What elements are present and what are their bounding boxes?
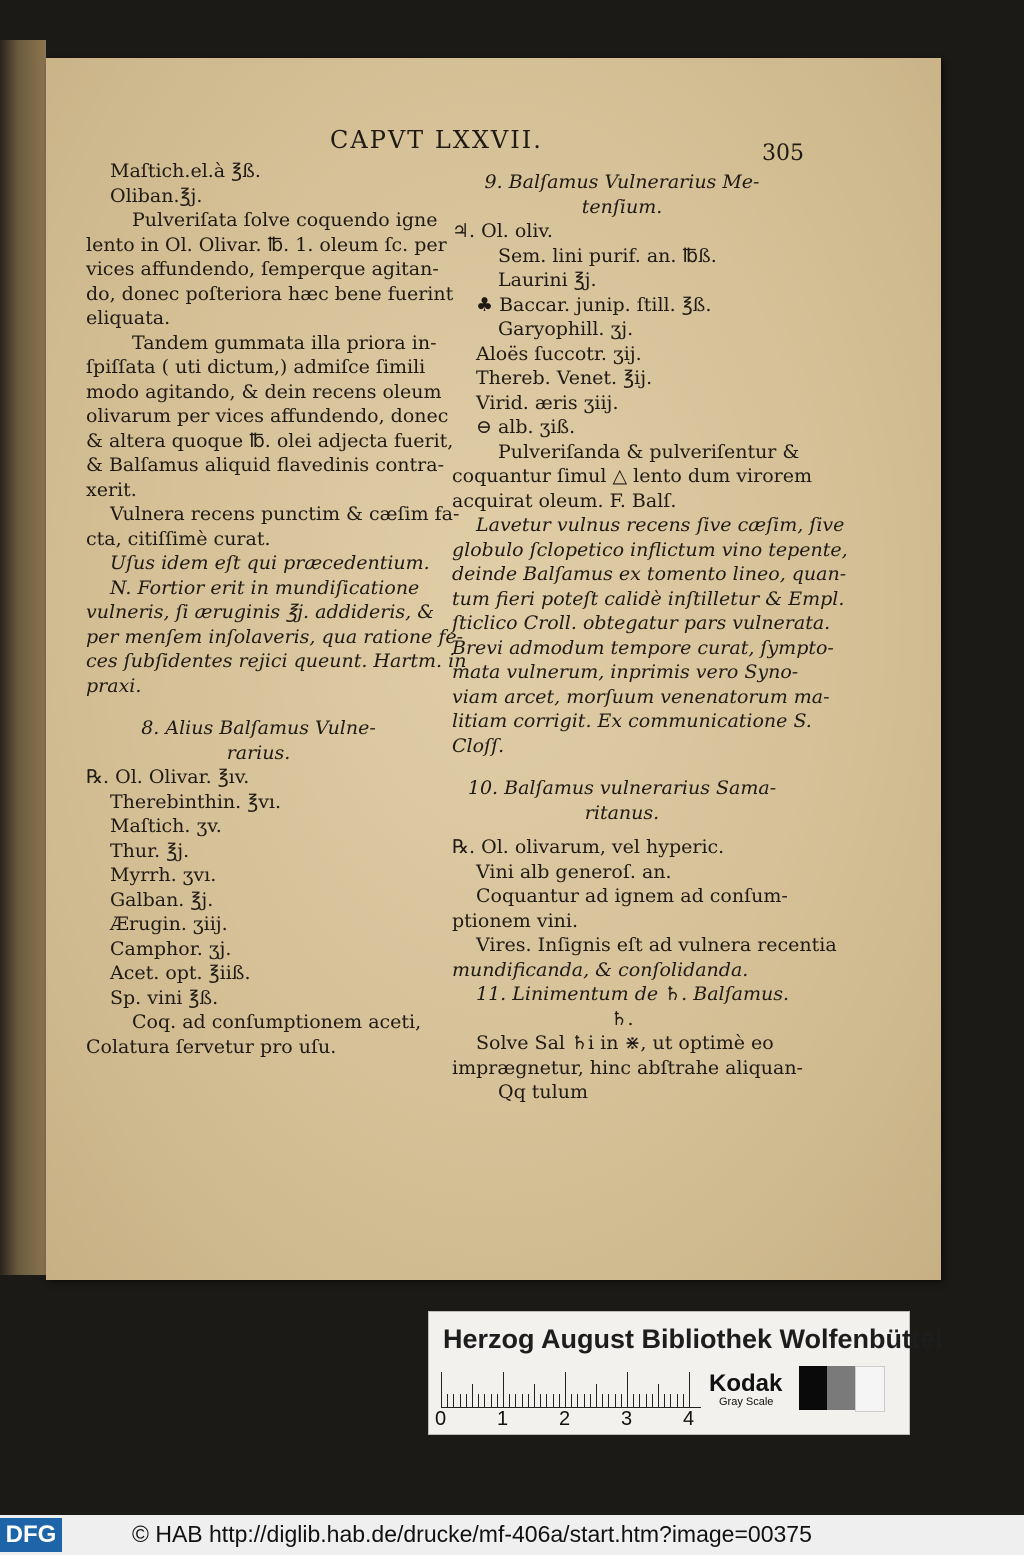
text-line: Cloſſ. [452, 734, 505, 757]
text-line: Therebinthin. ℥vı. [110, 790, 282, 813]
text-line: lento in Ol. Olivar. ℔. 1. oleum ſc. per [86, 233, 447, 256]
ruler-tick [602, 1394, 603, 1408]
ruler-number: 0 [435, 1408, 447, 1430]
ruler-number: 3 [621, 1408, 633, 1430]
ruler-tick [689, 1372, 690, 1408]
text-line: modo agitando, & dein recens oleum [86, 380, 442, 403]
gray-swatch-mid [827, 1366, 855, 1410]
text-line: Qq tulum [498, 1081, 588, 1103]
text-line: Ærugin. ʒiij. [110, 913, 228, 935]
text-line: eliquata. [86, 307, 171, 329]
text-line: ℞. Ol. Olivar. ℥ıv. [86, 766, 250, 788]
ruler-tick [472, 1384, 473, 1408]
gray-swatch-black [799, 1366, 827, 1410]
kodak-logo: Kodak [709, 1370, 783, 1397]
text-line: Vires. Inſignis eſt ad vulnera recentia [476, 934, 837, 956]
text-line: vices affundendo, ſemperque agitan- [86, 258, 439, 280]
text-line [452, 758, 792, 776]
text-line: Solve Sal ♄i in ⋇, ut optimè eo [476, 1032, 774, 1054]
text-line: N. Fortior erit in mundiſicatione [110, 576, 420, 599]
ruler-number: 2 [559, 1408, 571, 1430]
text-line: & Balſamus aliquid flavedinis contra- [86, 454, 444, 476]
text-line: tenſium. [581, 195, 663, 218]
text-line: cta, citiſſimè curat. [86, 527, 271, 550]
text-line: Oliban.℥j. [110, 184, 203, 207]
ruler-tick [553, 1394, 554, 1408]
text-line: Myrrh. ʒvı. [110, 864, 217, 886]
text-line: deinde Balſamus ex tomento lineo, quan- [452, 563, 847, 585]
book-spine-edge [0, 40, 46, 1275]
ruler-tick [621, 1394, 622, 1408]
text-line: ſticlico Croll. obtegatur pars vulnerata. [452, 612, 831, 634]
text-line: Galban. ℥j. [110, 888, 214, 911]
ruler-tick [453, 1394, 454, 1408]
text-line: 11. Linimentum de ♄. Balſamus. [476, 983, 790, 1005]
ruler-tick [683, 1394, 684, 1408]
text-line: Thur. ℥j. [110, 839, 190, 862]
text-line: Tandem gummata illa priora in- [132, 331, 437, 354]
text-line: Virid. æris ʒiij. [476, 391, 619, 414]
ruler-tick [639, 1394, 640, 1408]
left-text-column [86, 159, 467, 1059]
text-line: Vulnera recens punctim & cæſim fa- [110, 503, 460, 525]
text-line: Coq. ad conſumptionem aceti, [132, 1011, 422, 1033]
ruler-tick [577, 1394, 578, 1408]
text-line: acquirat oleum. F. Balſ. [452, 489, 677, 512]
text-line: ♃. Ol. oliv. [452, 220, 553, 242]
ruler-tick [608, 1394, 609, 1408]
ruler-numbers [435, 1408, 715, 1430]
text-line: Sp. vini ℥ß. [110, 986, 219, 1009]
ruler-tick [466, 1394, 467, 1408]
text-line: Laurini ℥j. [498, 269, 597, 291]
ruler-tick [540, 1394, 541, 1408]
text-line: vulneris, ſi æruginis ℥j. addideris, & [86, 601, 435, 623]
chapter-header: CAPVT LXXVII. [330, 126, 543, 154]
ruler-tick [670, 1394, 671, 1408]
text-line: Pulveriſata ſolve coquendo igne [132, 209, 438, 231]
text-line: Pulveriſanda & pulveriſentur & [498, 440, 800, 463]
text-line: Lavetur vulnus recens ſive cæſim, ſive [476, 514, 845, 536]
ruler-tick [484, 1394, 485, 1408]
text-line: viam arcet, morſuum venenatorum ma- [452, 685, 830, 708]
right-text-column [452, 170, 848, 1105]
ruler-tick [565, 1372, 566, 1408]
ruler-scale [441, 1370, 701, 1408]
text-line: Colatura ſervetur pro uſu. [86, 1035, 337, 1058]
ruler-tick [584, 1394, 585, 1408]
ruler-number: 1 [497, 1408, 509, 1430]
ruler-tick [677, 1394, 678, 1408]
text-line: ces ſubſidentes rejici queunt. Hartm. in [86, 650, 467, 672]
ruler-tick [509, 1394, 510, 1408]
text-line: do, donec poſteriora hæc bene fuerint [86, 282, 454, 305]
text-line: ſpiſſata ( uti dictum,) admiſce ſimili [86, 356, 426, 378]
text-line: Thereb. Venet. ℥ij. [476, 367, 653, 389]
ruler-tick [522, 1394, 523, 1408]
text-line [86, 698, 431, 716]
text-line: per menſem inſolaveris, qua ratione fe- [86, 625, 464, 648]
text-line: xerit. [86, 478, 137, 501]
text-line: ♄. [610, 1007, 634, 1030]
ruler-tick [497, 1394, 498, 1408]
text-line: Maſtich.el.à ℥ß. [110, 160, 261, 182]
ruler-tick [652, 1394, 653, 1408]
text-line: Uſus idem eſt qui præcedentium. [110, 552, 430, 574]
text-line: Coquantur ad ignem ad conſum- [476, 885, 788, 907]
ruler-tick [615, 1394, 616, 1408]
text-line: ritanus. [584, 801, 660, 824]
text-line: tum fieri poteſt calidè inſtilletur & Empl. [452, 587, 845, 610]
text-line: imprægnetur, hinc abſtrahe aliquan- [452, 1056, 803, 1079]
text-line: mundificanda, & conſolidanda. [452, 958, 749, 981]
text-line: Camphor. ʒj. [110, 937, 232, 960]
text-line: 10. Balſamus vulnerarius Sama- [467, 777, 777, 799]
text-line: ♣ Baccar. junip. ſtill. ℥ß. [476, 293, 712, 316]
text-line: ptionem vini. [452, 909, 579, 932]
text-line: Aloës ſuccotr. ʒij. [476, 342, 642, 365]
text-line: Acet. opt. ℥iiß. [110, 962, 251, 984]
text-line: Vini alb generoſ. an. [476, 860, 672, 883]
ruler-tick [534, 1384, 535, 1408]
library-name: Herzog August Bibliothek Wolfenbüttel [443, 1324, 943, 1354]
library-color-card [428, 1311, 943, 1435]
gray-scale-label: Gray Scale [719, 1396, 774, 1408]
ruler-tick [658, 1384, 659, 1408]
ruler-tick [627, 1372, 628, 1408]
page-number: 305 [762, 141, 804, 166]
ruler-tick [503, 1372, 504, 1408]
ruler-tick [633, 1394, 634, 1408]
text-line: Brevi admodum tempore curat, ſympto- [452, 636, 834, 659]
ruler-tick [460, 1394, 461, 1408]
text-line: ℞. Ol. olivarum, vel hyperic. [452, 836, 725, 858]
ruler-tick [596, 1384, 597, 1408]
ruler-tick [528, 1394, 529, 1408]
dfg-logo: DFG [0, 1518, 62, 1552]
ruler-tick [447, 1394, 448, 1408]
text-line: rarius. [226, 741, 291, 764]
text-line: praxi. [86, 674, 142, 697]
ruler-tick [571, 1394, 572, 1408]
text-line: litiam corrigit. Ex communicatione S. [452, 710, 812, 732]
ruler-tick [491, 1394, 492, 1408]
ruler-tick [590, 1394, 591, 1408]
copyright-url[interactable]: © HAB http://diglib.hab.de/drucke/mf-406a/start.htm?image=00375 [132, 1521, 812, 1547]
gray-swatch-white [855, 1366, 885, 1412]
text-line: olivarum per vices affundendo, donec [86, 405, 449, 427]
text-line: & altera quoque ℔. olei adjecta fuerit, [86, 429, 454, 452]
ruler-tick [664, 1394, 665, 1408]
text-line: Garyophill. ʒj. [498, 318, 634, 340]
text-line [452, 825, 792, 835]
text-line: Maſtich. ʒv. [110, 815, 222, 837]
ruler-tick [546, 1394, 547, 1408]
ruler-tick [478, 1394, 479, 1408]
text-line: ⊖ alb. ʒiß. [476, 416, 576, 438]
text-line: globulo ſclopetico inflictum vino tepente, [452, 538, 848, 561]
text-line: Sem. lini purif. an. ℔ß. [498, 244, 717, 267]
text-line: 9. Balſamus Vulnerarius Me- [484, 171, 760, 193]
ruler-tick [515, 1394, 516, 1408]
ruler-number: 4 [683, 1408, 695, 1430]
ruler-tick [646, 1394, 647, 1408]
text-line: mata vulnerum, inprimis vero Syno- [452, 661, 799, 683]
ruler-tick [559, 1394, 560, 1408]
ruler-tick [441, 1372, 442, 1408]
text-line: 8. Alius Balſamus Vulne- [141, 717, 376, 739]
text-line: coquantur ſimul △ lento dum virorem [452, 465, 812, 487]
